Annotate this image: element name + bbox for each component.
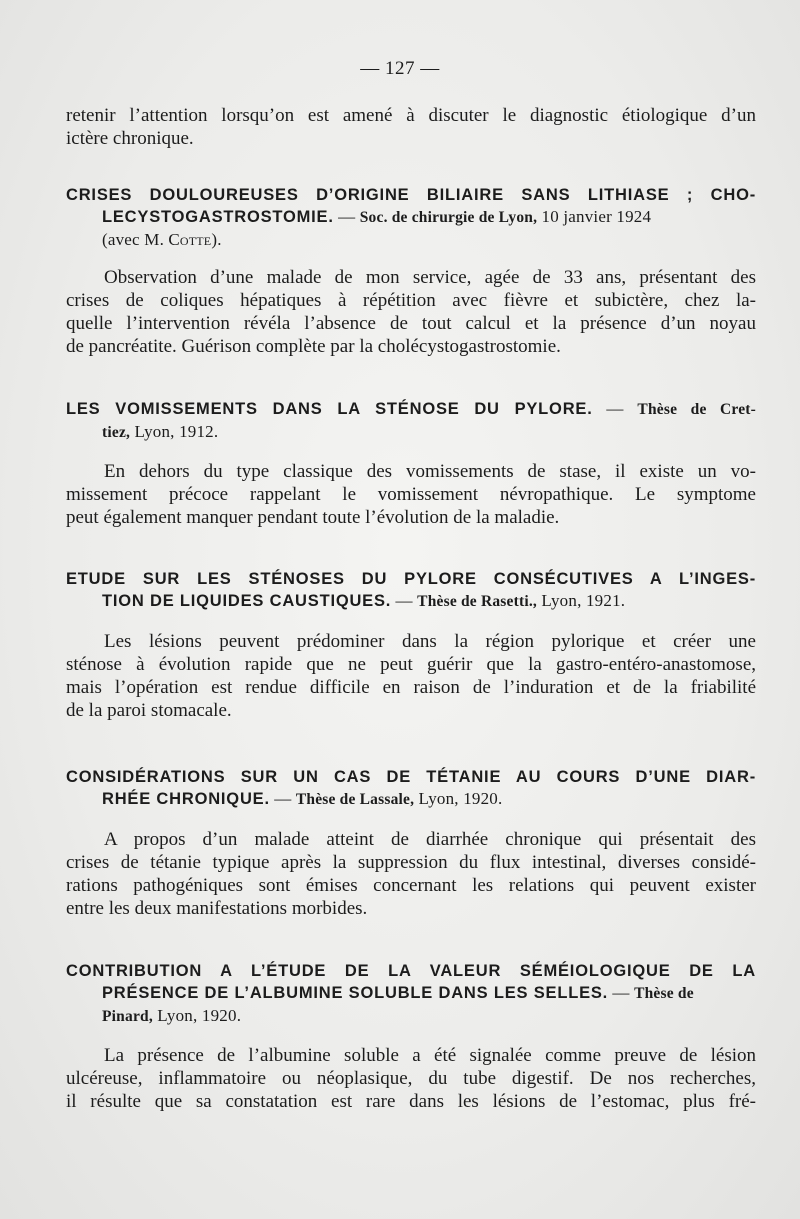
body-line: mais l’opération est rendue difficile en raison de l’induration et de la friabilité bbox=[66, 677, 756, 698]
body-line: Observation d’une malade de mon service, agée de 33 ans, présentant des bbox=[104, 267, 756, 288]
entry-title-line: ETUDE SUR LES STÉNOSES DU PYLORE CONSÉCUTIVES A L’INGES- bbox=[66, 570, 756, 588]
body-line: ictère chronique. bbox=[66, 128, 194, 149]
body-line: crises de coliques hépatiques à répétition avec fièvre et subictère, chez la- bbox=[66, 290, 756, 311]
body-line: de la paroi stomacale. bbox=[66, 700, 232, 721]
entry-source: Thèse de Cret- bbox=[637, 401, 757, 418]
entry-source: Soc. de chirurgie de Lyon, bbox=[359, 209, 538, 226]
entry-source: Thèse de bbox=[634, 985, 694, 1002]
entry-date: Lyon, 1920. bbox=[157, 1006, 242, 1025]
entry-heading bbox=[66, 766, 756, 811]
body-line: Les lésions peuvent prédominer dans la région pylorique et créer une bbox=[104, 631, 756, 652]
entry-heading bbox=[66, 184, 756, 251]
intro-paragraph bbox=[66, 104, 756, 150]
entry-title-line: LES VOMISSEMENTS DANS LA STÉNOSE DU PYLORE. — Thèse de Cret- bbox=[66, 399, 757, 418]
entry-date: Lyon, 1912. bbox=[134, 422, 219, 441]
entry-date: Lyon, 1921. bbox=[541, 591, 626, 610]
body-line: En dehors du type classique des vomissements de stase, il existe un vo- bbox=[104, 461, 756, 482]
entry-abstract bbox=[66, 1044, 756, 1113]
entry-heading bbox=[66, 568, 756, 613]
entry-title-line: PRÉSENCE DE L’ALBUMINE SOLUBLE DANS LES SELLES. — Thèse de bbox=[102, 983, 694, 1002]
coauthor-name: Cotte bbox=[168, 230, 212, 249]
body-line: retenir l’attention lorsqu’on est amené à discuter le diagnostic étiologique d’un bbox=[66, 105, 756, 126]
body-line: entre les deux manifestations morbides. bbox=[66, 898, 368, 919]
entry-title-line: Pinard, Lyon, 1920. bbox=[102, 1006, 242, 1025]
body-line: La présence de l’albumine soluble a été signalée comme preuve de lésion bbox=[104, 1045, 756, 1066]
entry-title-line: TION DE LIQUIDES CAUSTIQUES. — Thèse de Rasetti., Lyon, 1921. bbox=[102, 591, 626, 610]
entry-abstract bbox=[66, 460, 756, 529]
entry-heading bbox=[66, 398, 756, 444]
body-line: crises de tétanie typique après la suppression du flux intestinal, diverses considé- bbox=[66, 852, 756, 873]
page-number: — 127 — bbox=[360, 58, 440, 79]
entry-date: Lyon, 1920. bbox=[418, 789, 503, 808]
body-line: de pancréatite. Guérison complète par la cholécystogastrostomie. bbox=[66, 336, 561, 357]
entry-title-line: CONSIDÉRATIONS SUR UN CAS DE TÉTANIE AU COURS D’UNE DIAR- bbox=[66, 768, 756, 786]
entry-source: Thèse de Rasetti., bbox=[417, 593, 537, 610]
body-line: sténose à évolution rapide que ne peut guérir que la gastro-entéro-anastomose, bbox=[66, 654, 756, 675]
body-line: peut également manquer pendant toute l’évolution de la maladie. bbox=[66, 507, 560, 528]
entry-abstract bbox=[66, 630, 756, 722]
body-line: ulcéreuse, inflammatoire ou néoplasique, du tube digestif. De nos recherches, bbox=[66, 1068, 756, 1089]
entry-abstract bbox=[66, 266, 756, 358]
entry-source: Thèse de Lassale, bbox=[295, 791, 415, 808]
entry-coauthor: (avec M. Cotte). bbox=[102, 230, 222, 249]
body-line: rations pathogéniques sont émises concernant les relations qui peuvent exister bbox=[66, 875, 756, 896]
entry-abstract bbox=[66, 828, 756, 920]
entry-title-line: RHÉE CHRONIQUE. — Thèse de Lassale, Lyon, 1920. bbox=[102, 789, 503, 808]
entry-date: 10 janvier 1924 bbox=[541, 207, 652, 226]
body-line: A propos d’un malade atteint de diarrhée chronique qui présentait des bbox=[104, 829, 756, 850]
body-line: il résulte que sa constatation est rare dans les lésions de l’estomac, plus fré- bbox=[66, 1091, 756, 1112]
body-line: quelle l’intervention révéla l’absence de tout calcul et la présence d’un noyau bbox=[66, 313, 756, 334]
entry-title-line: CRISES DOULOUREUSES D’ORIGINE BILIAIRE SANS LITHIASE ; CHO- bbox=[66, 186, 756, 204]
entry-title-line: CONTRIBUTION A L’ÉTUDE DE LA VALEUR SÉMÉIOLOGIQUE DE LA bbox=[66, 962, 756, 980]
body-line: missement précoce rappelant le vomissement névropathique. Le symptome bbox=[66, 484, 756, 505]
entry-heading bbox=[66, 960, 756, 1028]
entry-title-line: tiez, Lyon, 1912. bbox=[102, 422, 219, 441]
entry-title-line: LECYSTOGASTROSTOMIE. — Soc. de chirurgie de Lyon, 10 janvier 1924 bbox=[102, 207, 652, 226]
